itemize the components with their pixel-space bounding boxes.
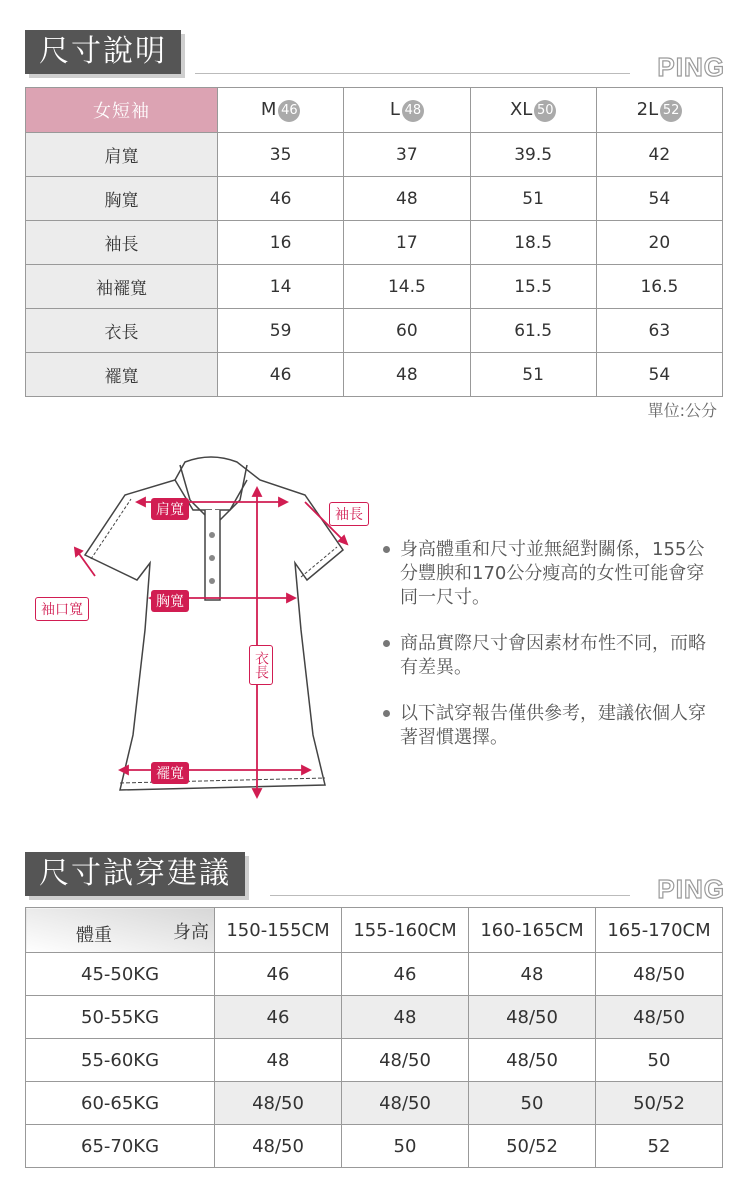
cell: 46	[218, 353, 344, 397]
cell: 16.5	[596, 265, 722, 309]
cell: 54	[596, 353, 722, 397]
hem-width-label: 襬寬	[151, 762, 189, 784]
cell: 48/50	[342, 1082, 469, 1125]
cell: 54	[596, 177, 722, 221]
row-label: 袖長	[26, 221, 218, 265]
height-header: 165-170CM	[596, 908, 723, 953]
row-label: 肩寬	[26, 133, 218, 177]
size-header-m: M 46	[218, 88, 344, 133]
height-weight-corner	[26, 908, 215, 953]
size-chart-title: 尺寸說明	[25, 30, 181, 74]
shoulder-width-label: 肩寬	[151, 498, 189, 520]
weight-label: 45-50KG	[26, 953, 215, 996]
cell: 48/50	[215, 1125, 342, 1168]
table-row	[26, 133, 723, 177]
weight-axis-label: 體重	[76, 925, 112, 946]
fit-suggestion-header	[25, 852, 725, 902]
cell: 60	[344, 309, 470, 353]
size-header-2l: 2L 52	[596, 88, 722, 133]
weight-label: 55-60KG	[26, 1039, 215, 1082]
cell: 20	[596, 221, 722, 265]
cell: 48/50	[596, 953, 723, 996]
cell: 46	[218, 177, 344, 221]
cell: 48/50	[342, 1039, 469, 1082]
cell: 16	[218, 221, 344, 265]
cell: 46	[342, 953, 469, 996]
ping-logo: PING	[657, 52, 725, 82]
cell: 48	[344, 177, 470, 221]
cell: 48	[215, 1039, 342, 1082]
size-chart-header	[25, 30, 725, 80]
polo-shirt-illustration	[25, 440, 365, 810]
cell: 63	[596, 309, 722, 353]
cell: 39.5	[470, 133, 596, 177]
fit-table	[25, 907, 723, 1168]
cell: 51	[470, 353, 596, 397]
size-header-xl: XL 50	[470, 88, 596, 133]
size-table-header-row	[26, 88, 723, 133]
fit-table-header-row	[26, 908, 723, 953]
table-row	[26, 309, 723, 353]
size-number-badge: 52	[660, 100, 682, 122]
cell: 59	[218, 309, 344, 353]
size-table	[25, 87, 723, 397]
size-number-badge: 46	[278, 100, 300, 122]
table-row	[26, 265, 723, 309]
row-label: 衣長	[26, 309, 218, 353]
cell: 50/52	[469, 1125, 596, 1168]
cell: 48/50	[215, 1082, 342, 1125]
weight-label: 50-55KG	[26, 996, 215, 1039]
sleeve-length-label: 袖長	[329, 502, 369, 526]
height-axis-label: 身高	[173, 922, 209, 943]
height-header: 150-155CM	[215, 908, 342, 953]
header-rule	[270, 895, 630, 896]
cell: 50/52	[596, 1082, 723, 1125]
size-number-badge: 48	[402, 100, 424, 122]
table-row	[26, 1039, 723, 1082]
fit-suggestion-title: 尺寸試穿建議	[25, 852, 245, 896]
header-rule	[195, 73, 630, 74]
cell: 50	[469, 1082, 596, 1125]
cell: 48/50	[596, 996, 723, 1039]
cell: 46	[215, 953, 342, 996]
chest-width-label: 胸寬	[151, 590, 189, 612]
row-label: 襬寬	[26, 353, 218, 397]
cell: 42	[596, 133, 722, 177]
table-row	[26, 1125, 723, 1168]
cell: 14.5	[344, 265, 470, 309]
cell: 48/50	[469, 996, 596, 1039]
note-item: 以下試穿報告僅供參考，建議依個人穿著習慣選擇。	[380, 702, 720, 750]
table-row	[26, 177, 723, 221]
table-row	[26, 953, 723, 996]
cell: 52	[596, 1125, 723, 1168]
body-length-label: 衣長	[249, 645, 273, 685]
cell: 18.5	[470, 221, 596, 265]
size-number-badge: 50	[534, 100, 556, 122]
table-row	[26, 1082, 723, 1125]
shirt-diagram	[25, 440, 365, 810]
weight-label: 65-70KG	[26, 1125, 215, 1168]
weight-label: 60-65KG	[26, 1082, 215, 1125]
cell: 37	[344, 133, 470, 177]
note-item: 身高體重和尺寸並無絕對關係，155公分豐腴和170公分瘦高的女性可能會穿同一尺寸。	[380, 538, 720, 610]
cell: 51	[470, 177, 596, 221]
cell: 50	[342, 1125, 469, 1168]
cell: 48/50	[469, 1039, 596, 1082]
cuff-width-label: 袖口寬	[35, 597, 89, 621]
size-header-l: L 48	[344, 88, 470, 133]
garment-type: 女短袖	[26, 88, 218, 133]
cell: 48	[469, 953, 596, 996]
row-label: 胸寬	[26, 177, 218, 221]
ping-logo: PING	[657, 874, 725, 904]
note-item: 商品實際尺寸會因素材布性不同，而略有差異。	[380, 632, 720, 680]
row-label: 袖襬寬	[26, 265, 218, 309]
height-header: 160-165CM	[469, 908, 596, 953]
height-header: 155-160CM	[342, 908, 469, 953]
cell: 48	[342, 996, 469, 1039]
cell: 48	[344, 353, 470, 397]
cell: 15.5	[470, 265, 596, 309]
unit-label: 單位:公分	[647, 401, 717, 420]
cell: 46	[215, 996, 342, 1039]
table-row	[26, 353, 723, 397]
cell: 35	[218, 133, 344, 177]
cell: 50	[596, 1039, 723, 1082]
table-row	[26, 996, 723, 1039]
cell: 14	[218, 265, 344, 309]
cell: 17	[344, 221, 470, 265]
table-row	[26, 221, 723, 265]
notes-list	[380, 538, 720, 772]
cell: 61.5	[470, 309, 596, 353]
